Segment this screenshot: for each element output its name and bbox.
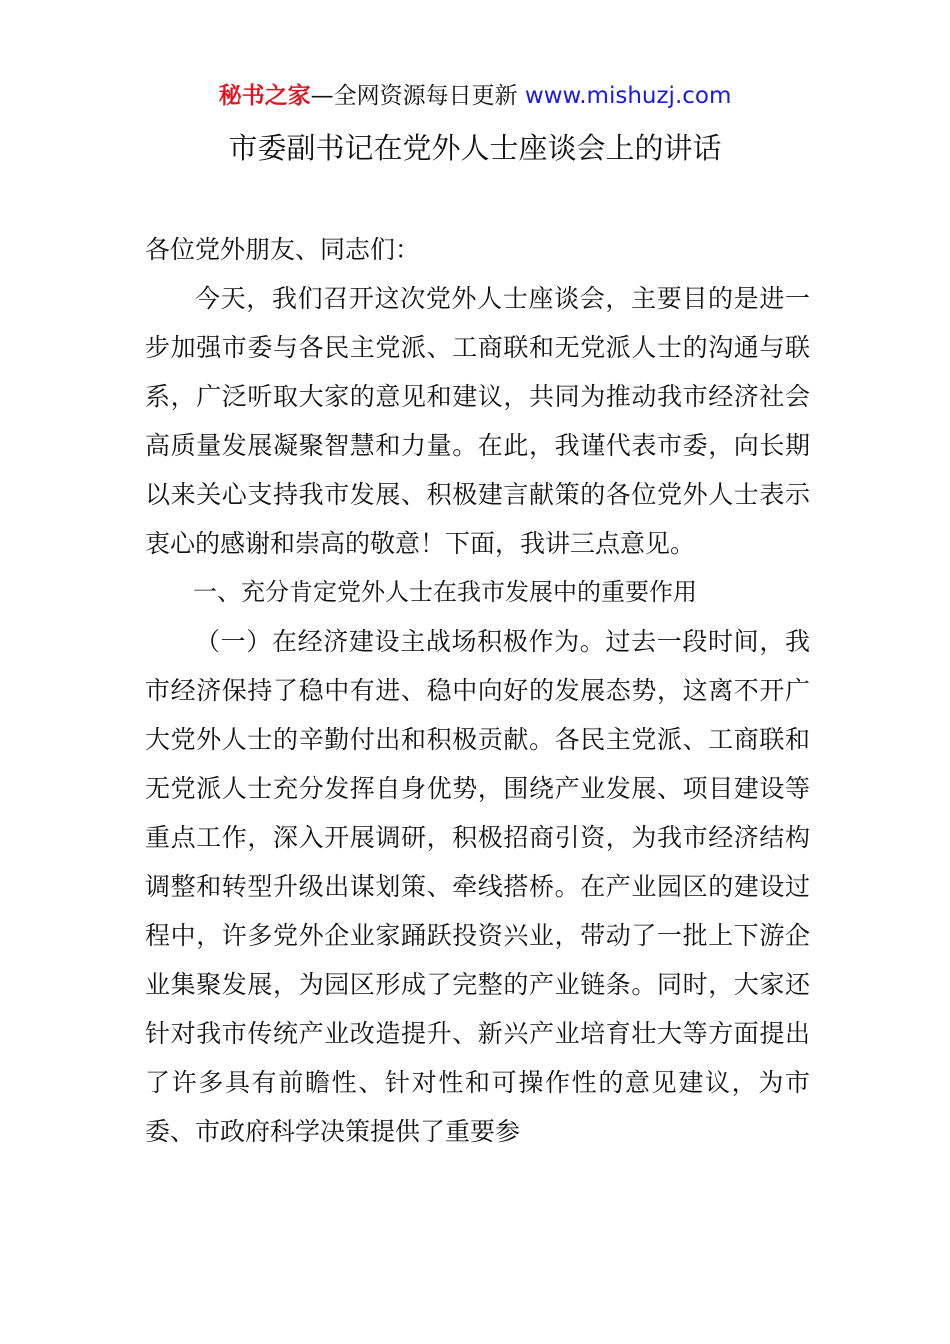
site-header [0,80,950,112]
salutation: 各位党外朋友、同志们： [145,235,421,264]
body-paragraph: （一）在经济建设主战场积极作为。过去一段时间，我市经济保持了稳中有进、稳中向好的发展态势，这离不开广大党外人士的辛勤付出和积极贡献。各民主党派、工商联和无党派人士充分发挥自身优势，围绕产业发展、项目建设等重点工作，深入开展调研，积极招商引资，为我市经济结构调整和转型升级出谋划策、牵线搭桥。在产业园区的建设过程中，许多党外企业家踊跃投资兴业，带动了一批上下游企业集聚发展，为园区形成了完整的产业链条。同时，大家还针对我市传统产业改造提升、新兴产业培育壮大等方面提出了许多具有前瞻性、针对性和可操作性的意见建议，为市委、市政府科学决策提供了重要参 [145,627,810,1146]
document-body [145,225,810,1156]
brand-name: 秘书之家 [218,83,311,109]
body-paragraph: 今天，我们召开这次党外人士座谈会，主要目的是进一步加强市委与各民主党派、工商联和无党派人士的沟通与联系，广泛听取大家的意见和建议，共同为推动我市经济社会高质量发展凝聚智慧和力量。在此，我谨代表市委，向长期以来关心支持我市发展、积极建言献策的各位党外人士表示衷心的感谢和崇高的敬意！下面，我讲三点意见。 [145,284,810,558]
document-title: 市委副书记在党外人士座谈会上的讲话 [228,131,722,165]
header-slogan: —全网资源每日更新 [310,83,525,109]
section-heading: 一、充分肯定党外人士在我市发展中的重要作用 [193,578,697,606]
site-url-link[interactable]: www.mishuzj.com [524,83,732,109]
